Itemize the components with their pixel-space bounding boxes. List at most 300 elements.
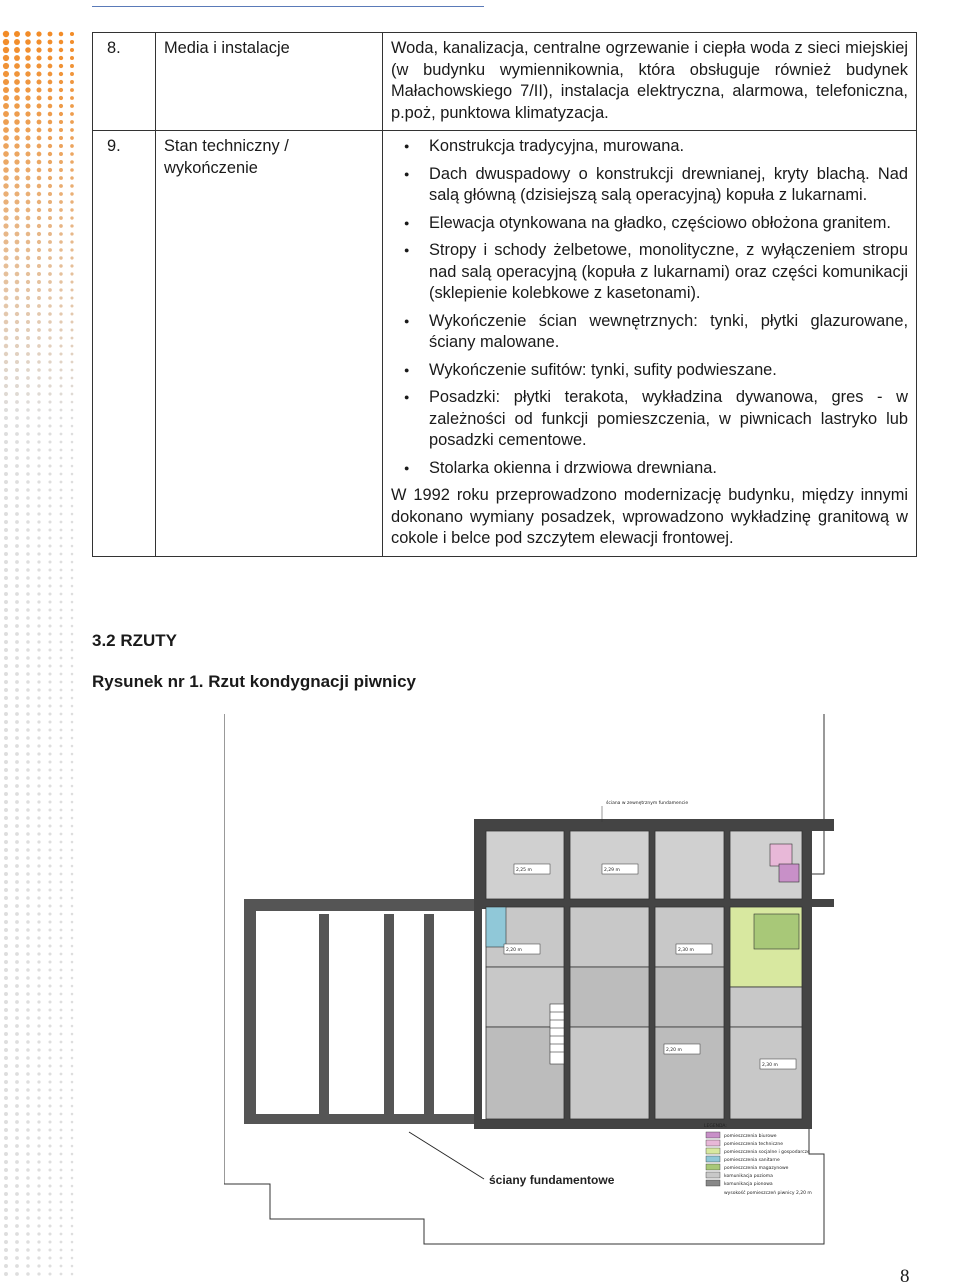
decorative-dot (71, 689, 74, 692)
room-height: 2,20 m (506, 948, 522, 953)
decorative-dot (4, 1272, 8, 1276)
decorative-dot (71, 337, 74, 340)
decorative-dot (37, 216, 41, 220)
decorative-dot (48, 224, 52, 228)
decorative-dot (37, 1056, 40, 1059)
decorative-dot (48, 312, 52, 316)
decorative-dot (26, 1024, 30, 1028)
decorative-dot (14, 175, 19, 180)
room-height: 2,25 m (516, 868, 532, 873)
decorative-dot (26, 688, 30, 692)
decorative-dot (71, 1073, 74, 1076)
decorative-dot (26, 1080, 30, 1084)
decorative-dot (25, 95, 30, 100)
decorative-dot (37, 608, 40, 611)
decorative-dot (15, 216, 20, 221)
decorative-dot (37, 336, 41, 340)
decorative-dot (26, 448, 30, 452)
list-item: ● Dach dwuspadowy o konstrukcji drewnianej, kryty blachą. Nad salą główną (dzisiejszą salą operacyjną) kopuła z lukarnami. (391, 164, 908, 207)
decorative-dot (48, 760, 51, 763)
row-description: Woda, kanalizacja, centralne ogrzewanie i ciepła woda z sieci miejskiej (w budynku wymiennikownia, która obsługuje również budynek Małachowskiego 7/II), instalacja elektryczna, alarmowa, telefoniczna, p.poż, punktowa klimatyzacja. (383, 33, 917, 131)
decorative-dot (37, 696, 40, 699)
decorative-dot (26, 808, 30, 812)
decorative-dot (59, 136, 63, 140)
decorative-dot (48, 880, 51, 883)
decorative-dot (15, 432, 19, 436)
decorative-dot (48, 1152, 51, 1155)
decorative-dot (26, 1232, 30, 1236)
decorative-dot (25, 47, 31, 53)
decorative-dot (3, 71, 9, 77)
decorative-dot (37, 672, 40, 675)
decorative-dot (48, 352, 51, 355)
decorative-dot (26, 992, 30, 996)
page-number: 8 (900, 1266, 910, 1287)
decorative-dot (26, 416, 30, 420)
decorative-dot (59, 32, 63, 36)
decorative-dot (48, 1264, 51, 1267)
decorative-dot (26, 1224, 30, 1228)
decorative-dot (37, 448, 40, 451)
decorative-dot (48, 1168, 51, 1171)
decorative-dot (48, 1216, 51, 1219)
decorative-dot (3, 55, 9, 61)
decorative-dot (15, 1032, 19, 1036)
decorative-dot (15, 704, 19, 708)
room-height: 2,30 m (678, 948, 694, 953)
decorative-dot (26, 600, 30, 604)
decorative-dot (26, 488, 30, 492)
decorative-dot (48, 800, 51, 803)
list-item: ● Wykończenie ścian wewnętrznych: tynki, płytki glazurowane, ściany malowane. (391, 311, 908, 354)
decorative-dot (48, 152, 52, 156)
decorative-dot (15, 1272, 19, 1276)
decorative-dot (37, 88, 42, 93)
decorative-dot (71, 793, 74, 796)
decorative-dot (15, 280, 20, 285)
decorative-dot (37, 960, 40, 963)
decorative-dot (60, 1177, 63, 1180)
decorative-dot (4, 328, 9, 333)
decorative-dot (15, 664, 19, 668)
decorative-dot (48, 136, 52, 140)
decorative-dot (48, 384, 51, 387)
decorative-dot (4, 1072, 8, 1076)
decorative-dot (59, 272, 62, 275)
decorative-dot (15, 1008, 19, 1012)
decorative-dot (15, 776, 19, 780)
decorative-dot (37, 752, 40, 755)
decorative-dot (70, 72, 74, 76)
decorative-dot (15, 968, 19, 972)
decorative-dot (37, 1080, 40, 1083)
decorative-dot (71, 737, 74, 740)
decorative-dot (60, 873, 63, 876)
decorative-dot (4, 800, 8, 804)
decorative-dot (60, 1065, 63, 1068)
decorative-dot (15, 1072, 19, 1076)
decorative-dot (14, 55, 20, 61)
decorative-dot (70, 136, 74, 140)
decorative-dot (37, 992, 40, 995)
decorative-dot (59, 328, 62, 331)
decorative-dot (3, 239, 8, 244)
decorative-dot (26, 232, 31, 237)
decorative-dot (26, 944, 30, 948)
decorative-dot (15, 928, 19, 932)
decorative-dot (48, 168, 52, 172)
decorative-dot (4, 512, 8, 516)
decorative-dot (48, 952, 51, 955)
decorative-dot (15, 376, 19, 380)
decorative-dot (3, 31, 9, 37)
decorative-dot (37, 1184, 40, 1187)
decorative-dot (60, 721, 63, 724)
decorative-dot (15, 792, 19, 796)
decorative-dot (4, 320, 9, 325)
decorative-dot (48, 56, 53, 61)
decorative-dot (4, 832, 8, 836)
decorative-dot (60, 641, 63, 644)
decorative-dot (71, 633, 74, 636)
decorative-dot (37, 576, 40, 579)
decorative-dot (3, 247, 8, 252)
decorative-dot (15, 672, 19, 676)
decorative-dot (60, 489, 63, 492)
decorative-dot (3, 95, 9, 101)
decorative-dot (48, 160, 52, 164)
decorative-dot (3, 159, 9, 165)
decorative-dot (37, 424, 40, 427)
decorative-dot (60, 673, 63, 676)
decorative-dot (3, 215, 8, 220)
plan-legend (704, 1123, 812, 1196)
decorative-dot (26, 552, 30, 556)
decorative-dot (59, 72, 63, 76)
decorative-dot (71, 841, 74, 844)
decorative-dot (48, 920, 51, 923)
decorative-dot (37, 440, 40, 443)
decorative-dot (60, 465, 63, 468)
decorative-dot (4, 1112, 8, 1116)
decorative-dot (71, 1193, 74, 1196)
decorative-dot (60, 505, 63, 508)
decorative-dot (59, 144, 63, 148)
decorative-dot (48, 728, 51, 731)
decorative-dot (15, 752, 19, 756)
decorative-dot (4, 352, 8, 356)
decorative-dot (71, 489, 74, 492)
decorative-dot (37, 840, 40, 843)
decorative-dot (4, 880, 8, 884)
decorative-dot (71, 761, 74, 764)
decorative-dot (26, 792, 30, 796)
decorative-dot (26, 336, 30, 340)
decorative-dot (25, 39, 31, 45)
decorative-dot (4, 336, 8, 340)
decorative-dot (48, 1072, 51, 1075)
decorative-dot (71, 1137, 74, 1140)
decorative-dot (4, 1200, 8, 1204)
basement-floor-plan (224, 714, 834, 1254)
decorative-dot (4, 472, 8, 476)
decorative-dot (48, 1256, 51, 1259)
decorative-dot (71, 937, 74, 940)
decorative-dot (71, 385, 74, 388)
table-row (93, 33, 917, 131)
decorative-dot (48, 720, 51, 723)
decorative-dot (48, 1176, 51, 1179)
decorative-dot (60, 961, 63, 964)
decorative-dot (15, 1224, 19, 1228)
decorative-dot (48, 328, 51, 331)
decorative-dot (70, 80, 74, 84)
top-wall-label: ściana w zewnętrznym fundamencie (606, 801, 689, 806)
decorative-dot (37, 376, 40, 379)
decorative-dot (71, 1041, 74, 1044)
decorative-dot (4, 1184, 8, 1188)
decorative-dot (15, 952, 19, 956)
table-row (93, 131, 917, 557)
decorative-dot (15, 576, 19, 580)
decorative-dot (48, 40, 53, 45)
decorative-dot (4, 360, 8, 364)
decorative-dot (48, 272, 52, 276)
decorative-dot (48, 480, 51, 483)
decorative-dot (71, 1129, 74, 1132)
decorative-dot (26, 312, 30, 316)
legend-label: pomieszczenia biurowe (724, 1134, 777, 1139)
decorative-dot (25, 111, 30, 116)
decorative-dot (3, 223, 8, 228)
decorative-dot (59, 120, 63, 124)
decorative-dot (60, 625, 63, 628)
decorative-dot (37, 104, 42, 109)
decorative-dot (48, 936, 51, 939)
decorative-dot (15, 472, 19, 476)
decorative-dot (25, 87, 30, 92)
decorative-dot (14, 111, 20, 117)
decorative-dot (15, 696, 19, 700)
decorative-dot (3, 167, 9, 173)
decorative-dot (26, 1176, 30, 1180)
decorative-dot (26, 840, 30, 844)
decorative-dot (48, 872, 51, 875)
decorative-dot (60, 689, 63, 692)
decorative-dot (70, 216, 73, 219)
decorative-dot (15, 232, 20, 237)
decorative-dot (4, 736, 8, 740)
decorative-dot (26, 1104, 30, 1108)
decorative-dot (15, 456, 19, 460)
decorative-dot (4, 944, 8, 948)
decorative-dot (60, 497, 63, 500)
decorative-dot (37, 1192, 40, 1195)
decorative-dot (15, 680, 19, 684)
decorative-dot (60, 889, 63, 892)
decorative-dot (60, 1137, 63, 1140)
decorative-dot (26, 872, 30, 876)
decorative-dot (4, 1160, 8, 1164)
decorative-dot (4, 1064, 8, 1068)
decorative-dot (48, 184, 52, 188)
decorative-dot (36, 47, 41, 52)
decorative-dot (37, 1104, 40, 1107)
row-number: 8. (93, 33, 156, 131)
decorative-dot (37, 888, 40, 891)
decorative-dot (15, 728, 19, 732)
decorative-dot (37, 1232, 40, 1235)
decorative-dot (71, 1057, 74, 1060)
decorative-dot (59, 80, 63, 84)
decorative-dot (70, 152, 74, 156)
decorative-dot (37, 592, 40, 595)
decorative-dot (26, 616, 30, 620)
decorative-dot (70, 224, 73, 227)
decorative-dot (60, 569, 63, 572)
decorative-dot (48, 456, 51, 459)
decorative-dot (60, 913, 63, 916)
decorative-dot (26, 360, 30, 364)
decorative-dot (4, 616, 8, 620)
decorative-dot (26, 968, 30, 972)
decorative-dot (15, 296, 19, 300)
decorative-dot (26, 904, 30, 908)
decorative-dot (37, 112, 42, 117)
decorative-dot (48, 616, 51, 619)
decorative-dot (71, 665, 74, 668)
decorative-dot (15, 520, 19, 524)
decorative-dot (59, 360, 62, 363)
decorative-dot (71, 721, 74, 724)
decorative-dot (60, 793, 63, 796)
decorative-dot (37, 1248, 40, 1251)
decorative-dot (15, 320, 19, 324)
decorative-dot (71, 513, 74, 516)
decorative-dot (60, 1025, 63, 1028)
decorative-dot (71, 905, 74, 908)
decorative-dot (26, 776, 30, 780)
decorative-dot (4, 600, 8, 604)
decorative-dot (71, 857, 74, 860)
decorative-dot (26, 368, 30, 372)
decorative-dot (15, 528, 19, 532)
decorative-dot (26, 432, 30, 436)
decorative-dot (37, 400, 40, 403)
decorative-dot (48, 128, 52, 132)
decorative-dot (59, 208, 63, 212)
decorative-dot (15, 608, 19, 612)
decorative-dot (59, 48, 63, 52)
decorative-dot (48, 1248, 51, 1251)
decorative-dot (4, 776, 8, 780)
decorative-dot (4, 344, 8, 348)
decorative-dot (14, 31, 20, 37)
decorative-dot (48, 528, 51, 531)
decorative-dot (70, 168, 74, 172)
decorative-dot (48, 208, 52, 212)
decorative-dot (48, 1112, 51, 1115)
decorative-dot (37, 368, 41, 372)
decorative-dot (4, 720, 8, 724)
decorative-dot (15, 720, 19, 724)
decorative-dot (3, 135, 9, 141)
decorative-dot (48, 1192, 51, 1195)
decorative-dot (4, 1232, 8, 1236)
decorative-dot (15, 832, 19, 836)
decorative-dot (60, 1145, 63, 1148)
decorative-dot (37, 728, 40, 731)
decorative-dot (4, 416, 8, 420)
decorative-dot (15, 960, 19, 964)
decorative-dot (37, 1120, 40, 1123)
decorative-dot (26, 296, 30, 300)
decorative-dot (59, 264, 62, 267)
decorative-dot (48, 496, 51, 499)
list-item: ● Posadzki: płytki terakota, wykładzina dywanowa, gres - w zależności od funkcji pomieszczenia, w piwnicach lastryko lub posadzki cementowe. (391, 387, 908, 452)
decorative-dot (71, 1201, 74, 1204)
decorative-dot (26, 896, 30, 900)
decorative-dot (48, 448, 51, 451)
decorative-dot (3, 119, 9, 125)
decorative-dot (60, 601, 63, 604)
decorative-dot (60, 881, 63, 884)
decorative-dot (4, 952, 8, 956)
legend-swatch (706, 1132, 720, 1138)
decorative-dot (26, 440, 30, 444)
decorative-dot (26, 568, 30, 572)
decorative-dot (71, 1081, 74, 1084)
decorative-dot (71, 785, 74, 788)
decorative-dot (37, 1096, 40, 1099)
decorative-dot (70, 264, 73, 267)
decorative-dot (26, 1096, 30, 1100)
decorative-dot (71, 1089, 74, 1092)
decorative-dot (15, 824, 19, 828)
decorative-dot (37, 1176, 40, 1179)
decorative-dot (48, 440, 51, 443)
decorative-dot (37, 640, 40, 643)
decorative-dot (26, 976, 30, 980)
decorative-dot (48, 1224, 51, 1227)
decorative-dot (71, 545, 74, 548)
decorative-dot (4, 816, 8, 820)
decorative-dot (59, 40, 63, 44)
decorative-dot (26, 880, 30, 884)
decorative-dot (71, 601, 74, 604)
decorative-dot (15, 384, 19, 388)
decorative-dot (37, 1016, 40, 1019)
legend-label: pomieszczenia socjalne i gospodarcze (724, 1150, 810, 1155)
decorative-dot (71, 705, 74, 708)
decorative-dot (48, 464, 51, 467)
decorative-dot (4, 920, 8, 924)
decorative-dot (48, 104, 53, 109)
decorative-dot (26, 392, 30, 396)
decorative-dot (37, 160, 42, 165)
decorative-dot (4, 960, 8, 964)
decorative-dot (4, 1088, 8, 1092)
decorative-dot (60, 697, 63, 700)
decorative-dot (15, 744, 19, 748)
decorative-dot (37, 504, 40, 507)
decorative-dot (71, 849, 74, 852)
decorative-dot (59, 352, 62, 355)
decorative-dot (48, 504, 51, 507)
decorative-dot (4, 824, 8, 828)
decorative-dot (71, 537, 74, 540)
decorative-dot (15, 944, 19, 948)
